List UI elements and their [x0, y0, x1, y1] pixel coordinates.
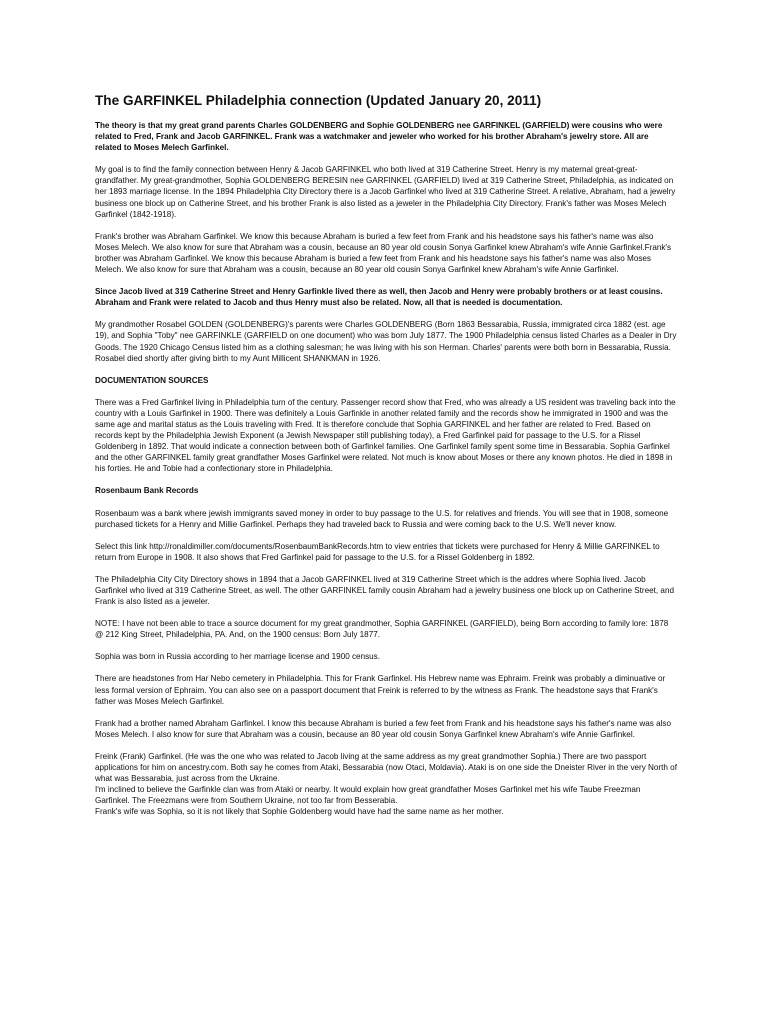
- rosenbaum-paragraph: Rosenbaum was a bank where jewish immigrants saved money in order to buy passage to the U.S. for relatives and friends. You will see that in 1908, someone purchased tickets for a Henry and Millie Garfinkel. Perhaps they had traveled back to Russia and were coming back to the U.S. We'll never know.: [95, 508, 669, 529]
- theory-paragraph: The theory is that my great grand parents Charles GOLDENBERG and Sophie GOLDENBERG nee GARFINKEL (GARFIELD) were cousins who were related to Fred, Frank and Jacob GARFINKEL. Frank was a watchmaker and jeweler who worked for his brother Abraham's jewelry store. All are related to Moses Melech Garfinkel.: [95, 121, 663, 153]
- rosenbaum-link-paragraph: Select this link http://ronaldimiller.com/documents/RosenbaumBankRecords.htm to view entries that tickets were purchased for Henry & Millie GARFINKEL to return from Europe in 1908. It also shows that Fred Garfinkel paid for passage to the U.S. for a Rissel Goldenberg in 1892.: [95, 541, 660, 562]
- ataki-paragraph: I'm inclined to believe the Garfinkle clan was from Ataki or nearby. It would explain how great grandfather Moses Garfinkel met his wife Taube Freezman Garfinkel. The Freezmans were from Southern Ukraine, not too far from Besserabia.: [95, 785, 641, 806]
- documentation-sources-heading: DOCUMENTATION SOURCES: [95, 375, 209, 385]
- franks-wife-paragraph: Frank's wife was Sophia, so it is not likely that Sophie Goldenberg would have had the same name as her mother.: [95, 807, 504, 817]
- document-title: The GARFINKEL Philadelphia connection (Updated January 20, 2011): [95, 93, 542, 108]
- frank-had-brother-paragraph: Frank had a brother named Abraham Garfinkel. I know this because Abraham is buried a few feet from Frank and his headstone says his father's name was also Moses Melech. I also know for sure that Abraham was a cousin, because an 80 year old cousin Sonya Garfinkel knew Abraham's wife Annie Garfinkel.: [95, 718, 672, 739]
- note-paragraph: NOTE: I have not been able to trace a source document for my great grandmother, Sophia GARFINKEL (GARFIELD), being Born according to family lore: 1878 @ 212 King Street, Philadelphia, PA. And, on the 1900 census: Born July 1877.: [95, 619, 669, 640]
- headstones-paragraph: There are headstones from Har Nebo cemetery in Philadelphia. This for Frank Garfinkel. His Hebrew name was Ephraim. Freink was probably a diminuative or less formal version of Ephraim. You can also see on a passport document that Freink is referred to by the witness as Frank. The headstone says that Frank's father was Moses Melech Garfinkel.: [95, 674, 666, 706]
- frank-brother-paragraph: Frank's brother was Abraham Garfinkel. We know this because Abraham is buried a few feet from Frank and his headstone says his father's name was also Moses Melech. We also know for sure that Abraham was a cousin, because an 80 year old cousin Sonya Garfinkel knew Abraham's wife Annie Garfinkel.Frank's brother was Abraham Garfinkel. We know this because Abraham is buried a few feet from Frank and his headstone says his father's name was also Moses Melech. We also know for sure that Abraham was a cousin, because an 80 year old cousin Sonya Garfinkel knew Abraham's wife Annie Garfinkel.: [95, 231, 672, 275]
- city-directory-paragraph: The Philadelphia City City Directory shows in 1894 that a Jacob GARFINKEL lived at 319 Catherine Street which is the addres where Sophia lived. Jacob Garfinkel who lived at 319 Catherine Street, as well. The other GARFINKEL family cousin Abraham had a jewelry business one block up on Catherine Street, and Frank is also listed as a jeweler.: [95, 574, 674, 607]
- rosenbaum-heading: Rosenbaum Bank Records: [95, 486, 199, 496]
- grandmother-paragraph: My grandmother Rosabel GOLDEN (GOLDENBERG)'s parents were Charles GOLDENBERG (Born 1863 Bessarabia, Russia, immigrated circa 1882 (est. age 19), and Sophia "Toby" nee GARFINKLE (GARFIELD on one document) who was born July 1877. The 1900 Philadelphia census listed Charles as a Dealer in Dry Goods. The 1920 Chicago Census listed him as a clothing salesman; he was living with his son Herman. Charles' parents were both born in Bessarabia, Russia. Rosabel died shortly after giving birth to my Aunt Millicent SHANKMAN in 1926.: [95, 320, 677, 363]
- fred-garfinkel-paragraph: There was a Fred Garfinkel living in Philadelphia turn of the century. Passenger record show that Fred, who was already a US resident was traveling back into the country with a Louis Garfinkel in 1900. There was definitely a Louis Garfinkle in another related family and the records show he immigrated in 1900 and was the same age and marital status as the Louis traveling with Fred. It is therefore conclude that Sophia GARFINKEL and her father are related to Fred. Based on records kept by the Philadelphia Jewish Exponent (a Jewish Newspaper still publishing today), a Fred Garfinkel paid for passage to the U.S. for a Rissel Goldenberg in 1892. That would indicate a connection between both of Garfinkel families. One Garfinkel family spent some time in Bessarabia. Sophia Garfinkel and the other GARFINKEL family great grandfather Moses Garfinkel were related. Not much is know about Moses or there any known photos. He died in 1898 in his forties. He and Tobie had a confectionary store in Philadelphia.: [95, 397, 676, 474]
- jacob-henry-paragraph: Since Jacob lived at 319 Catherine Street and Henry Garfinkle lived there as well, then Jacob and Henry were probably brothers or at least cousins. Abraham and Frank were related to Jacob and thus Henry must also be related. Now, all that is needed is documentation.: [95, 287, 663, 308]
- freink-paragraph: Freink (Frank) Garfinkel. (He was the one who was related to Jacob living at the same address as my great grandmother Sophia.) There are two passport applications for him on ancestry.com. Both say he comes from Ataki, Bessarabia (now Otaci, Moldavia). Ataki is on one side the Dneister River in the very North of what was Bessarabia, just across from the Ukraine.: [95, 751, 677, 784]
- document-page: [95, 92, 677, 829]
- goal-paragraph: My goal is to find the family connection between Henry & Jacob GARFINKEL who both lived at 319 Catherine Street. Henry is my maternal great-great-grandfather. My great-grandmother, Sophia GOLDENBERG BERESIN nee GARFINKEL (GARFIELD) lived at 319 Catherine Street, Philadelphia, as indicated on her 1893 marriage license. In the 1894 Philadelphia City Directory there is a Jacob Garfinkel who lived at 319 Catherine Street. A relative, Abraham, had a jewelry business one block up on Catherine Street, and his brother Frank is also listed as a jeweler in the Philadelphia City Directory. Frank's father was Moses Melech Garfinkel (1842-1918).: [95, 165, 676, 219]
- sophia-born-paragraph: Sophia was born in Russia according to her marriage license and 1900 census.: [95, 652, 380, 662]
